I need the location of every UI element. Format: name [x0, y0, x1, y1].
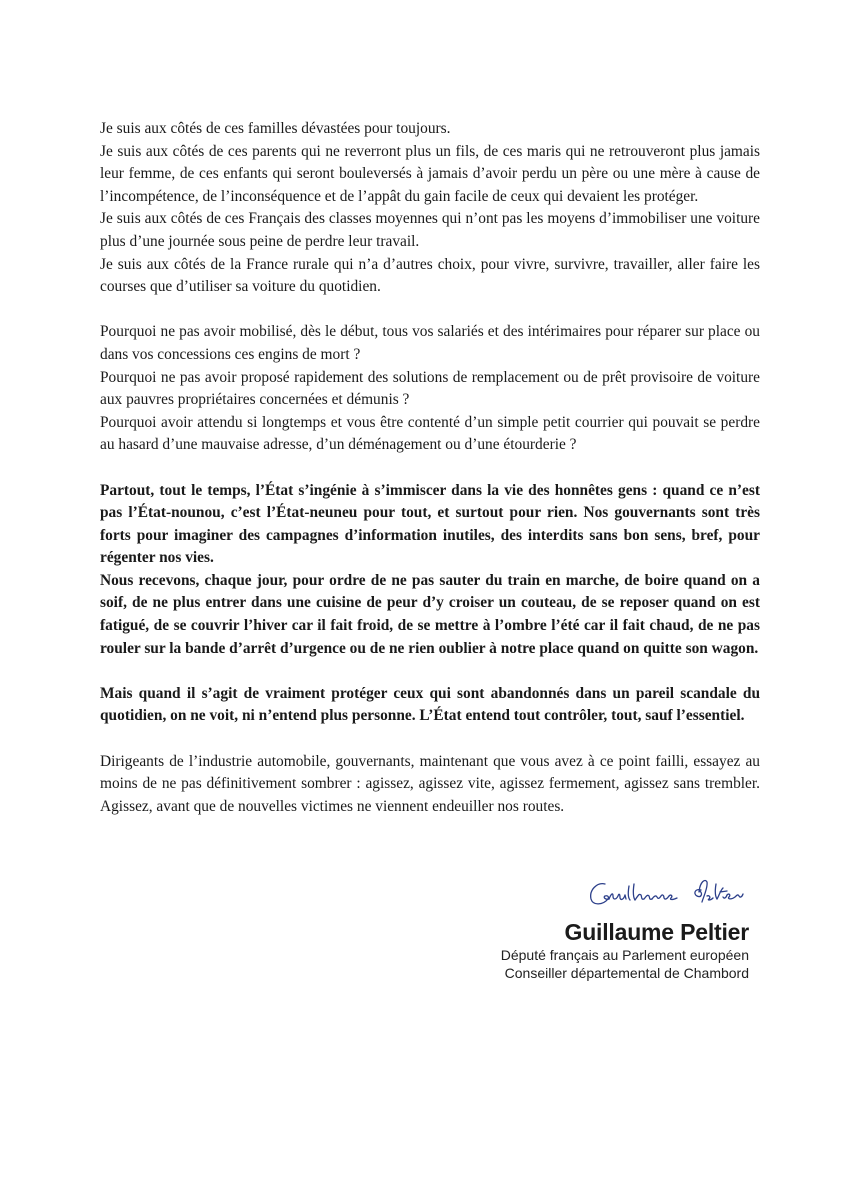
paragraph-bold: Partout, tout le temps, l’État s’ingénie à s’immiscer dans la vie des honnêtes gens : quand ce n’est pas l’État-nounou, c’est l’État-neuneu pour tout, et surtout pour rien. Nos gouvernants sont très forts pour imaginer des campagnes d’information inutiles, des interdits sans bon sens, bref, pour régenter nos vies.	[100, 481, 760, 567]
paragraph: Je suis aux côtés de ces Français des classes moyennes qui n’ont pas les moyens d’immobiliser une voiture plus d’une journée sous peine de perdre leur travail.	[100, 210, 760, 250]
paragraph: Je suis aux côtés de la France rurale qui n’a d’autres choix, pour vivre, survivre, travailler, aller faire les courses que d’utiliser sa voiture du quotidien.	[100, 255, 760, 296]
paragraph: Pourquoi avoir attendu si longtemps et vous être contenté d’un simple petit courrier qui pouvait se perdre au hasard d’une mauvaise adresse, d’un déménagement ou d’une étourderie ?	[100, 413, 760, 454]
letter-body	[100, 118, 760, 818]
signature-block	[449, 872, 749, 982]
paragraph: Je suis aux côtés de ces parents qui ne reverront plus un fils, de ces maris qui ne retrouveront plus jamais leur femme, de ces enfants qui seront bouleversés à jamais d’avoir perdu un père ou une mère à cause de l’incompétence, de l’inconséquence et de l’appât du gain facile de ceux qui devaient les protéger.	[100, 142, 760, 205]
signer-title: Conseiller départemental de Chambord	[504, 965, 749, 981]
paragraph: Pourquoi ne pas avoir proposé rapidement des solutions de remplacement ou de prêt provisoire de voiture aux pauvres propriétaires concernées et démunis ?	[100, 368, 760, 409]
paragraph: Je suis aux côtés de ces familles dévastées pour toujours.	[100, 120, 451, 137]
signer-title: Député français au Parlement européen	[500, 947, 749, 963]
paragraph-bold: Nous recevons, chaque jour, pour ordre de ne pas sauter du train en marche, de boire quand on a soif, de ne plus entrer dans une cuisine de peur d’y croiser un couteau, de se reposer quand on est fatigué, de se couvrir l’hiver car il fait froid, de se mettre à l’ombre l’été car il fait chaud, de ne pas rouler sur la bande d’arrêt d’urgence ou de ne rien oublier à notre place quand on quitte son wagon.	[100, 571, 760, 657]
paragraph: Pourquoi ne pas avoir mobilisé, dès le début, tous vos salariés et des intérimaires pour réparer sur place ou dans vos concessions ces engins de mort ?	[100, 323, 760, 363]
signer-name: Guillaume Peltier	[564, 919, 749, 945]
paragraph: Dirigeants de l’industrie automobile, gouvernants, maintenant que vous avez à ce point failli, essayez au moins de ne pas définitivement sombrer : agissez, agissez vite, agissez fermement, agissez sans trembler. Agissez, avant que de nouvelles victimes ne viennent endeuiller nos routes.	[100, 752, 760, 815]
paragraph-bold: Mais quand il s’agit de vraiment protéger ceux qui sont abandonnés dans un pareil scandale du quotidien, on ne voit, ni n’entend plus personne. L’État entend tout contrôler, tout, sauf l’essentiel.	[100, 684, 760, 725]
handwritten-signature-icon	[583, 872, 749, 916]
